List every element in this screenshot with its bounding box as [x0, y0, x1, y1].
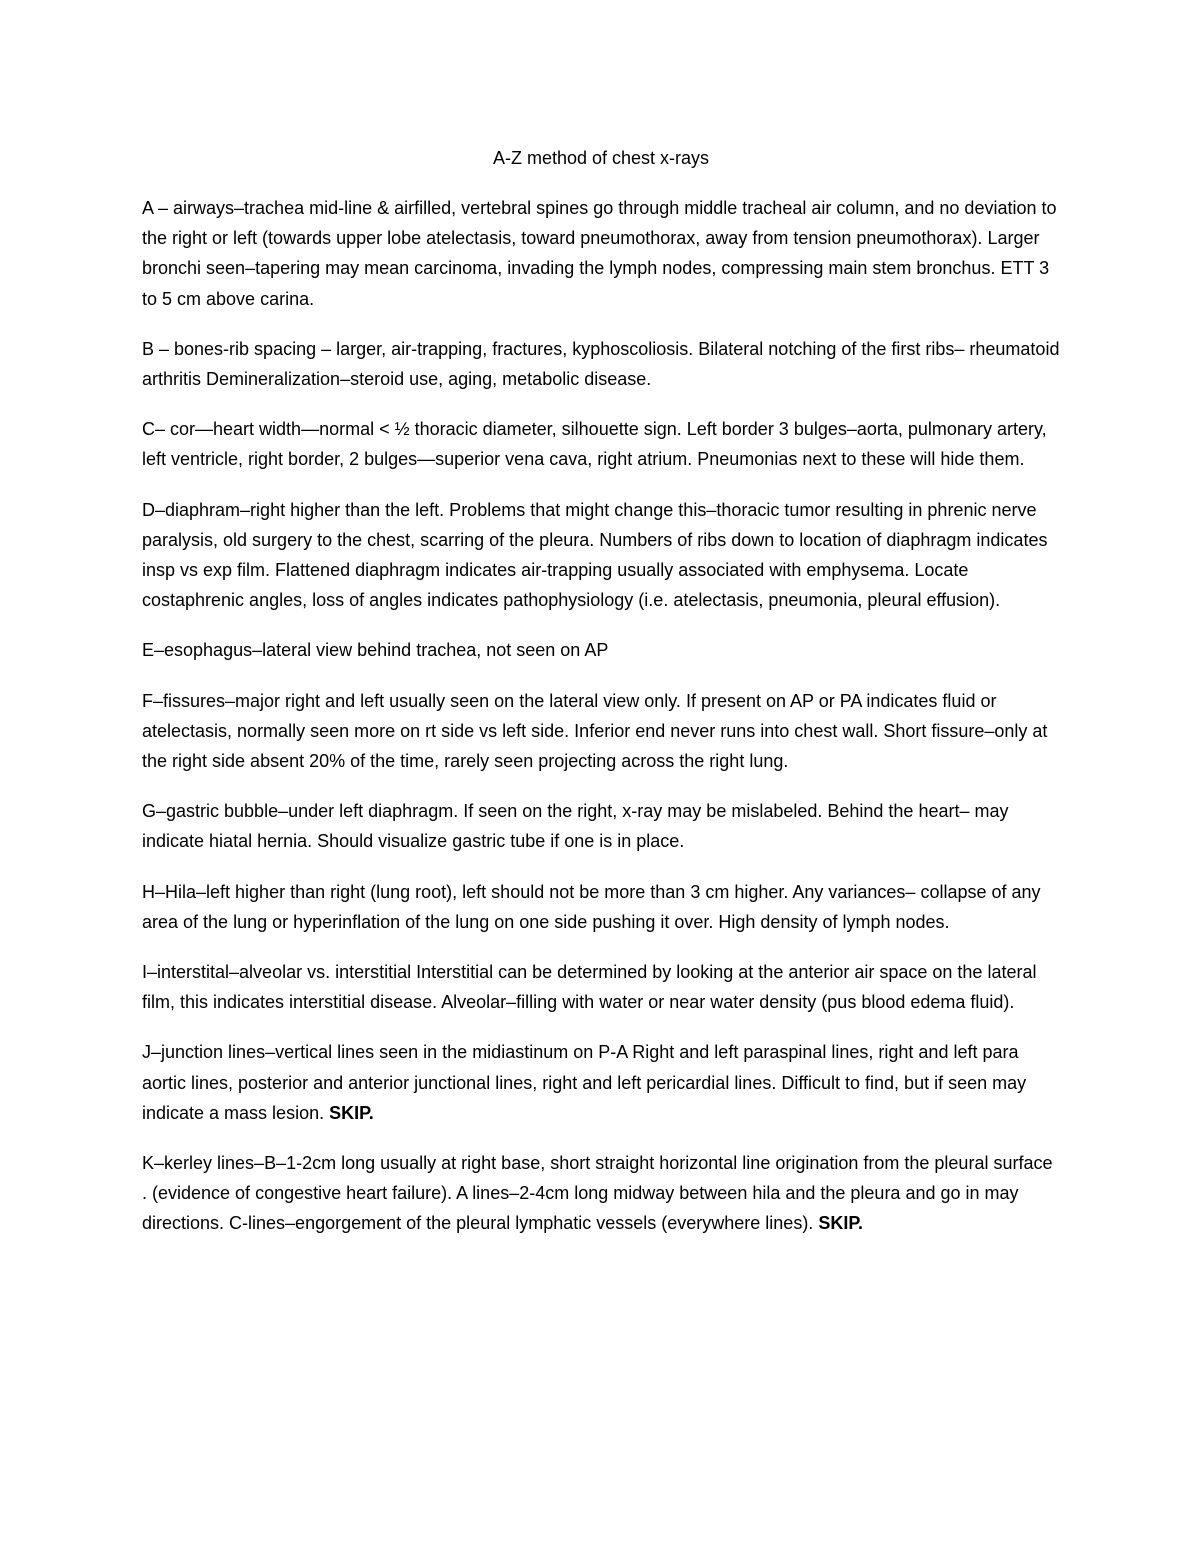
document-page	[142, 143, 1060, 1259]
section-i-interstitial	[142, 957, 1060, 1017]
section-f-fissures	[142, 686, 1060, 777]
document-title: A-Z method of chest x-rays	[492, 148, 710, 168]
paragraph-text: J–junction lines–vertical lines seen in the midiastinum on P-A Right and left paraspinal lines, right and left para aortic lines, posterior and anterior junctional lines, right and left pericardial lines. Difficult to find, but if seen may indicate a mass lesion.	[142, 1042, 1027, 1123]
paragraph-text: E–esophagus–lateral view behind trachea, not seen on AP	[142, 640, 609, 661]
section-d-diaphragm	[142, 495, 1060, 616]
section-k-kerley-lines	[142, 1148, 1060, 1239]
paragraph-text: G–gastric bubble–under left diaphragm. If seen on the right, x-ray may be mislabeled. Behind the heart– may indicate hiatal hernia. Should visualize gastric tube if one is in place.	[142, 801, 1009, 852]
section-h-hila	[142, 877, 1060, 937]
paragraph-text: I–interstital–alveolar vs. interstitial Interstitial can be determined by looking at the anterior air space on the lateral film, this indicates interstitial disease. Alveolar–filling with water or near water density (pus blood edema fluid).	[142, 962, 1037, 1013]
section-a-airways	[142, 193, 1060, 314]
section-e-esophagus	[142, 635, 1060, 665]
section-g-gastric-bubble	[142, 796, 1060, 856]
skip-label: SKIP.	[329, 1102, 374, 1123]
section-j-junction-lines	[142, 1037, 1060, 1128]
section-c-cor	[142, 414, 1060, 474]
paragraph-text: B – bones-rib spacing – larger, air-trapping, fractures, kyphoscoliosis. Bilateral notching of the first ribs– rheumatoid arthritis Demineralization–steroid use, aging, metabolic disease.	[142, 338, 1060, 390]
section-b-bones	[142, 334, 1060, 394]
paragraph-text: H–Hila–left higher than right (lung root), left should not be more than 3 cm higher. Any variances– collapse of any area of the lung or hyperinflation of the lung on one side pushing it over. High density of lymph nodes.	[142, 881, 1041, 932]
skip-label: SKIP.	[818, 1213, 864, 1234]
paragraph-text: F–fissures–major right and left usually seen on the lateral view only. If present on AP or PA indicates fluid or atelectasis, normally seen more on rt side vs left side. Inferior end never runs into chest wall. Short fissure–only at the right side absent 20% of the time, rarely seen projecting across the right lung.	[142, 690, 1048, 772]
paragraph-text: D–diaphram–right higher than the left. Problems that might change this–thoracic tumor resulting in phrenic nerve paralysis, old surgery to the chest, scarring of the pleura. Numbers of ribs down to location of diaphragm indicates insp vs exp film. Flattened diaphragm indicates air-trapping usually associated with emphysema. Locate costaphrenic angles, loss of angles indicates pathophysiology (i.e. atelectasis, pneumonia, pleural effusion).	[142, 499, 1048, 611]
paragraph-text: K–kerley lines–B–1-2cm long usually at right base, short straight horizontal line origination from the pleural surface . (evidence of congestive heart failure). A lines–2-4cm long midway between hila and the pleura and go in may directions. C-lines–engorgement of the pleural lymphatic vessels (everywhere lines).	[142, 1153, 1053, 1234]
paragraph-text: A – airways–trachea mid-line & airfilled, vertebral spines go through middle tracheal air column, and no deviation to the right or left (towards upper lobe atelectasis, toward pneumothorax, away from tension pneumothorax). Larger bronchi seen–tapering may mean carcinoma, invading the lymph nodes, compressing main stem bronchus. ETT 3 to 5 cm above carina.	[142, 198, 1057, 309]
paragraph-text: C– cor—heart width—normal < ½ thoracic diameter, silhouette sign. Left border 3 bulges–aorta, pulmonary artery, left ventricle, right border, 2 bulges—superior vena cava, right atrium. Pneumonias next to these will hide them.	[142, 419, 1047, 470]
